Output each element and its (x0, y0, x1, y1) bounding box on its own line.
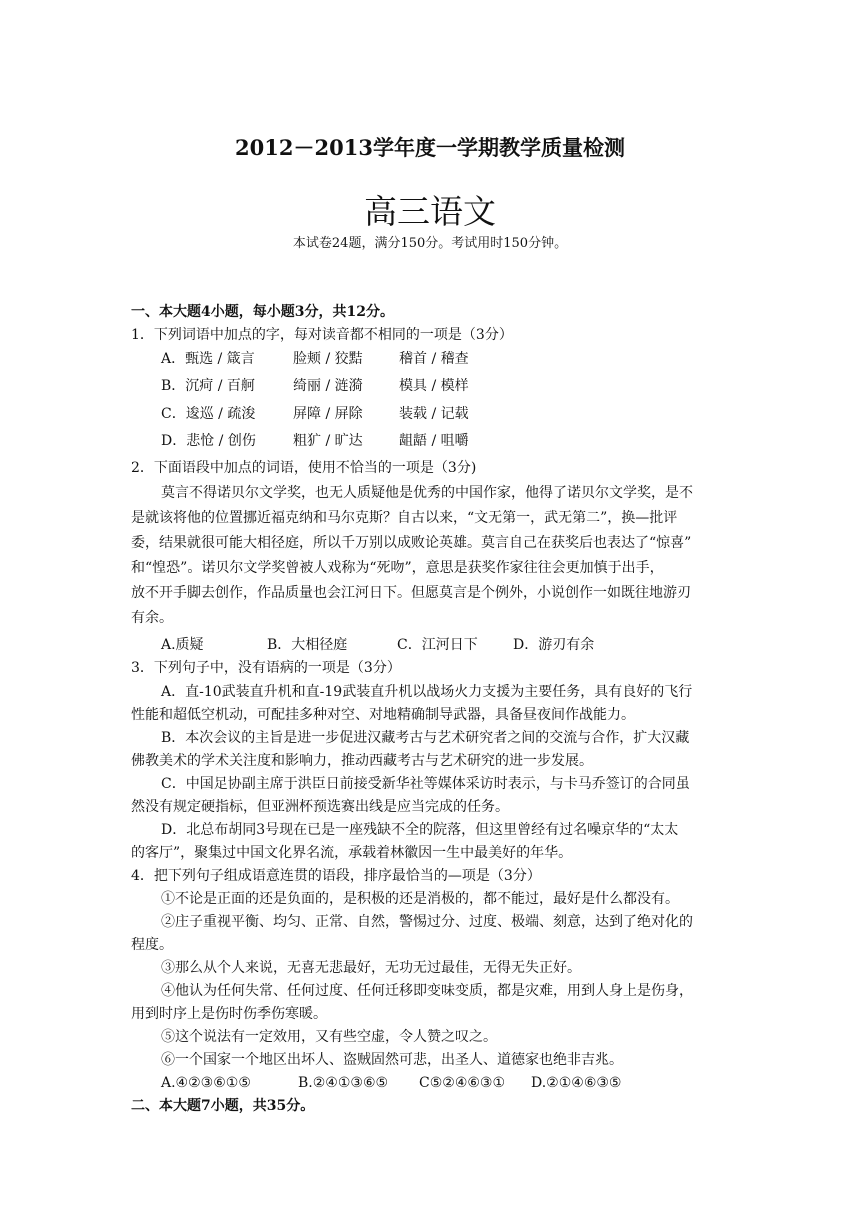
q3-line: 的客厅”，聚集过中国文化界名流，承载着林徽因一生中最美好的年华。 (131, 845, 573, 861)
q1-row-a-col2: 脸颊 / 狡黠 (293, 351, 363, 367)
q1-row-a-col3: 稽首 / 稽查 (399, 351, 469, 367)
q4-line: ②庄子重视平衡、均匀、正常、自然，警惕过分、过度、极端、刻意，达到了绝对化的 (161, 914, 693, 930)
q4-option-a: A.④②③⑥①⑤ (161, 1075, 251, 1091)
q2-passage-line: 是就该将他的位置挪近福克纳和马尔克斯？自古以来，“文无第一，武无第二”，换—批评 (131, 510, 678, 526)
q1-row-d-col2: 粗犷 / 旷达 (293, 433, 363, 449)
q2-passage-line: 放不开手脚去创作，作品质量也会江河日下。但愿莫言是个例外，小说创作一如既往地游刃 (131, 585, 691, 601)
q1-row-c-col2: 屏障 / 屏除 (293, 406, 363, 422)
q3-line: D．北总布胡同3号现在已是一座残缺不全的院落，但这里曾经有过名噪京华的“太太 (161, 822, 679, 838)
exam-title: 2012－2013学年度一学期教学质量检测 (235, 135, 625, 160)
section-2-heading: 二、本大题7小题，共35分。 (131, 1098, 315, 1114)
q2-option-a: A.质疑 (161, 637, 204, 653)
q3-line: 然没有规定硬指标，但亚洲杯预选赛出线是应当完成的任务。 (131, 799, 509, 815)
subject-title: 高三语文 (364, 192, 496, 231)
q1-row-b-col1: B．沉疴 / 百舸 (161, 378, 255, 394)
q4-line: ③那么从个人来说，无喜无悲最好，无功无过最佳，无得无失正好。 (161, 960, 581, 976)
section-1-heading: 一、本大题4小题，每小题3分，共12分。 (131, 304, 394, 320)
q1-row-a-col1: A．甄选 / 箴言 (161, 351, 255, 367)
q1-stem: 1．下列词语中加点的字，每对读音都不相同的一项是（3分） (131, 327, 513, 343)
q4-line: ⑤这个说法有一定效用，又有些空虚，令人赞之叹之。 (161, 1029, 497, 1045)
q4-stem: 4．把下列句子组成语意连贯的语段，排序最恰当的—项是（3分） (131, 868, 541, 884)
q1-row-b-col3: 模具 / 模样 (399, 378, 469, 394)
q4-line: ④他认为任何失常、任何过度、任何迁移即变味变质，都是灾难，用到人身上是伤身， (161, 983, 693, 999)
q4-option-c: C⑤②④⑥③① (419, 1075, 506, 1091)
q3-line: C．中国足协副主席于洪臣日前接受新华社等媒体采访时表示，与卡马乔签订的合同虽 (161, 776, 690, 792)
q2-option-c: C．江河日下 (397, 637, 478, 653)
q4-option-b: B.②④①③⑥⑤ (298, 1075, 389, 1091)
exam-description: 本试卷24题，满分150分。考试用时150分钟。 (292, 236, 568, 251)
q4-line: 程度。 (131, 937, 173, 953)
q2-passage-line: 莫言不得诺贝尔文学奖，也无人质疑他是优秀的中国作家，他得了诺贝尔文学奖，是不 (161, 485, 693, 501)
q3-line: B．本次会议的主旨是进一步促进汉藏考古与艺术研究者之间的交流与合作，扩大汉藏 (161, 730, 690, 746)
q2-option-b: B．大相径庭 (267, 637, 348, 653)
q1-row-c-col3: 装载 / 记载 (399, 406, 469, 422)
q1-row-c-col1: C．逡巡 / 疏浚 (161, 406, 256, 422)
q2-stem: 2．下面语段中加点的词语，使用不恰当的一项是（3分) (131, 460, 477, 476)
q3-stem: 3．下列句子中，没有语病的一项是（3分） (131, 660, 401, 676)
q3-line: 性能和超低空机动，可配挂多种对空、对地精确制导武器，具备昼夜间作战能力。 (131, 707, 635, 723)
q2-passage-line: 委，结果就很可能大相径庭，所以千万别以成败论英雄。莫言自己在获奖后也表达了“惊喜” (131, 535, 692, 551)
q1-row-d-col3: 龃龉 / 咀嚼 (399, 433, 469, 449)
q4-line: ⑥一个国家一个地区出坏人、盗贼固然可悲，出圣人、道德家也绝非吉兆。 (161, 1052, 623, 1068)
q2-passage-line: 有余。 (131, 610, 173, 626)
q1-row-d-col1: D．悲怆 / 创伤 (161, 433, 256, 449)
q3-line: A．直-10武装直升机和直-19武装直升机以战场火力支援为主要任务，具有良好的飞行 (161, 684, 693, 700)
q2-option-d: D．游刃有余 (513, 637, 595, 653)
q3-line: 佛教美术的学术关注度和影响力，推动西藏考古与艺术研究的进一步发展。 (131, 753, 593, 769)
q2-passage-line: 和“惶恐”。诺贝尔文学奖曾被人戏称为“死吻”，意思是获奖作家往往会更加慎于出手， (131, 560, 664, 576)
q4-line: ①不论是正面的还是负面的，是积极的还是消极的，都不能过，最好是什么都没有。 (161, 891, 679, 907)
q4-line: 用到时序上是伤时伤季伤寒暖。 (131, 1006, 327, 1022)
q1-row-b-col2: 绮丽 / 涟漪 (293, 378, 363, 394)
q4-option-d: D.②①④⑥③⑤ (531, 1075, 622, 1091)
